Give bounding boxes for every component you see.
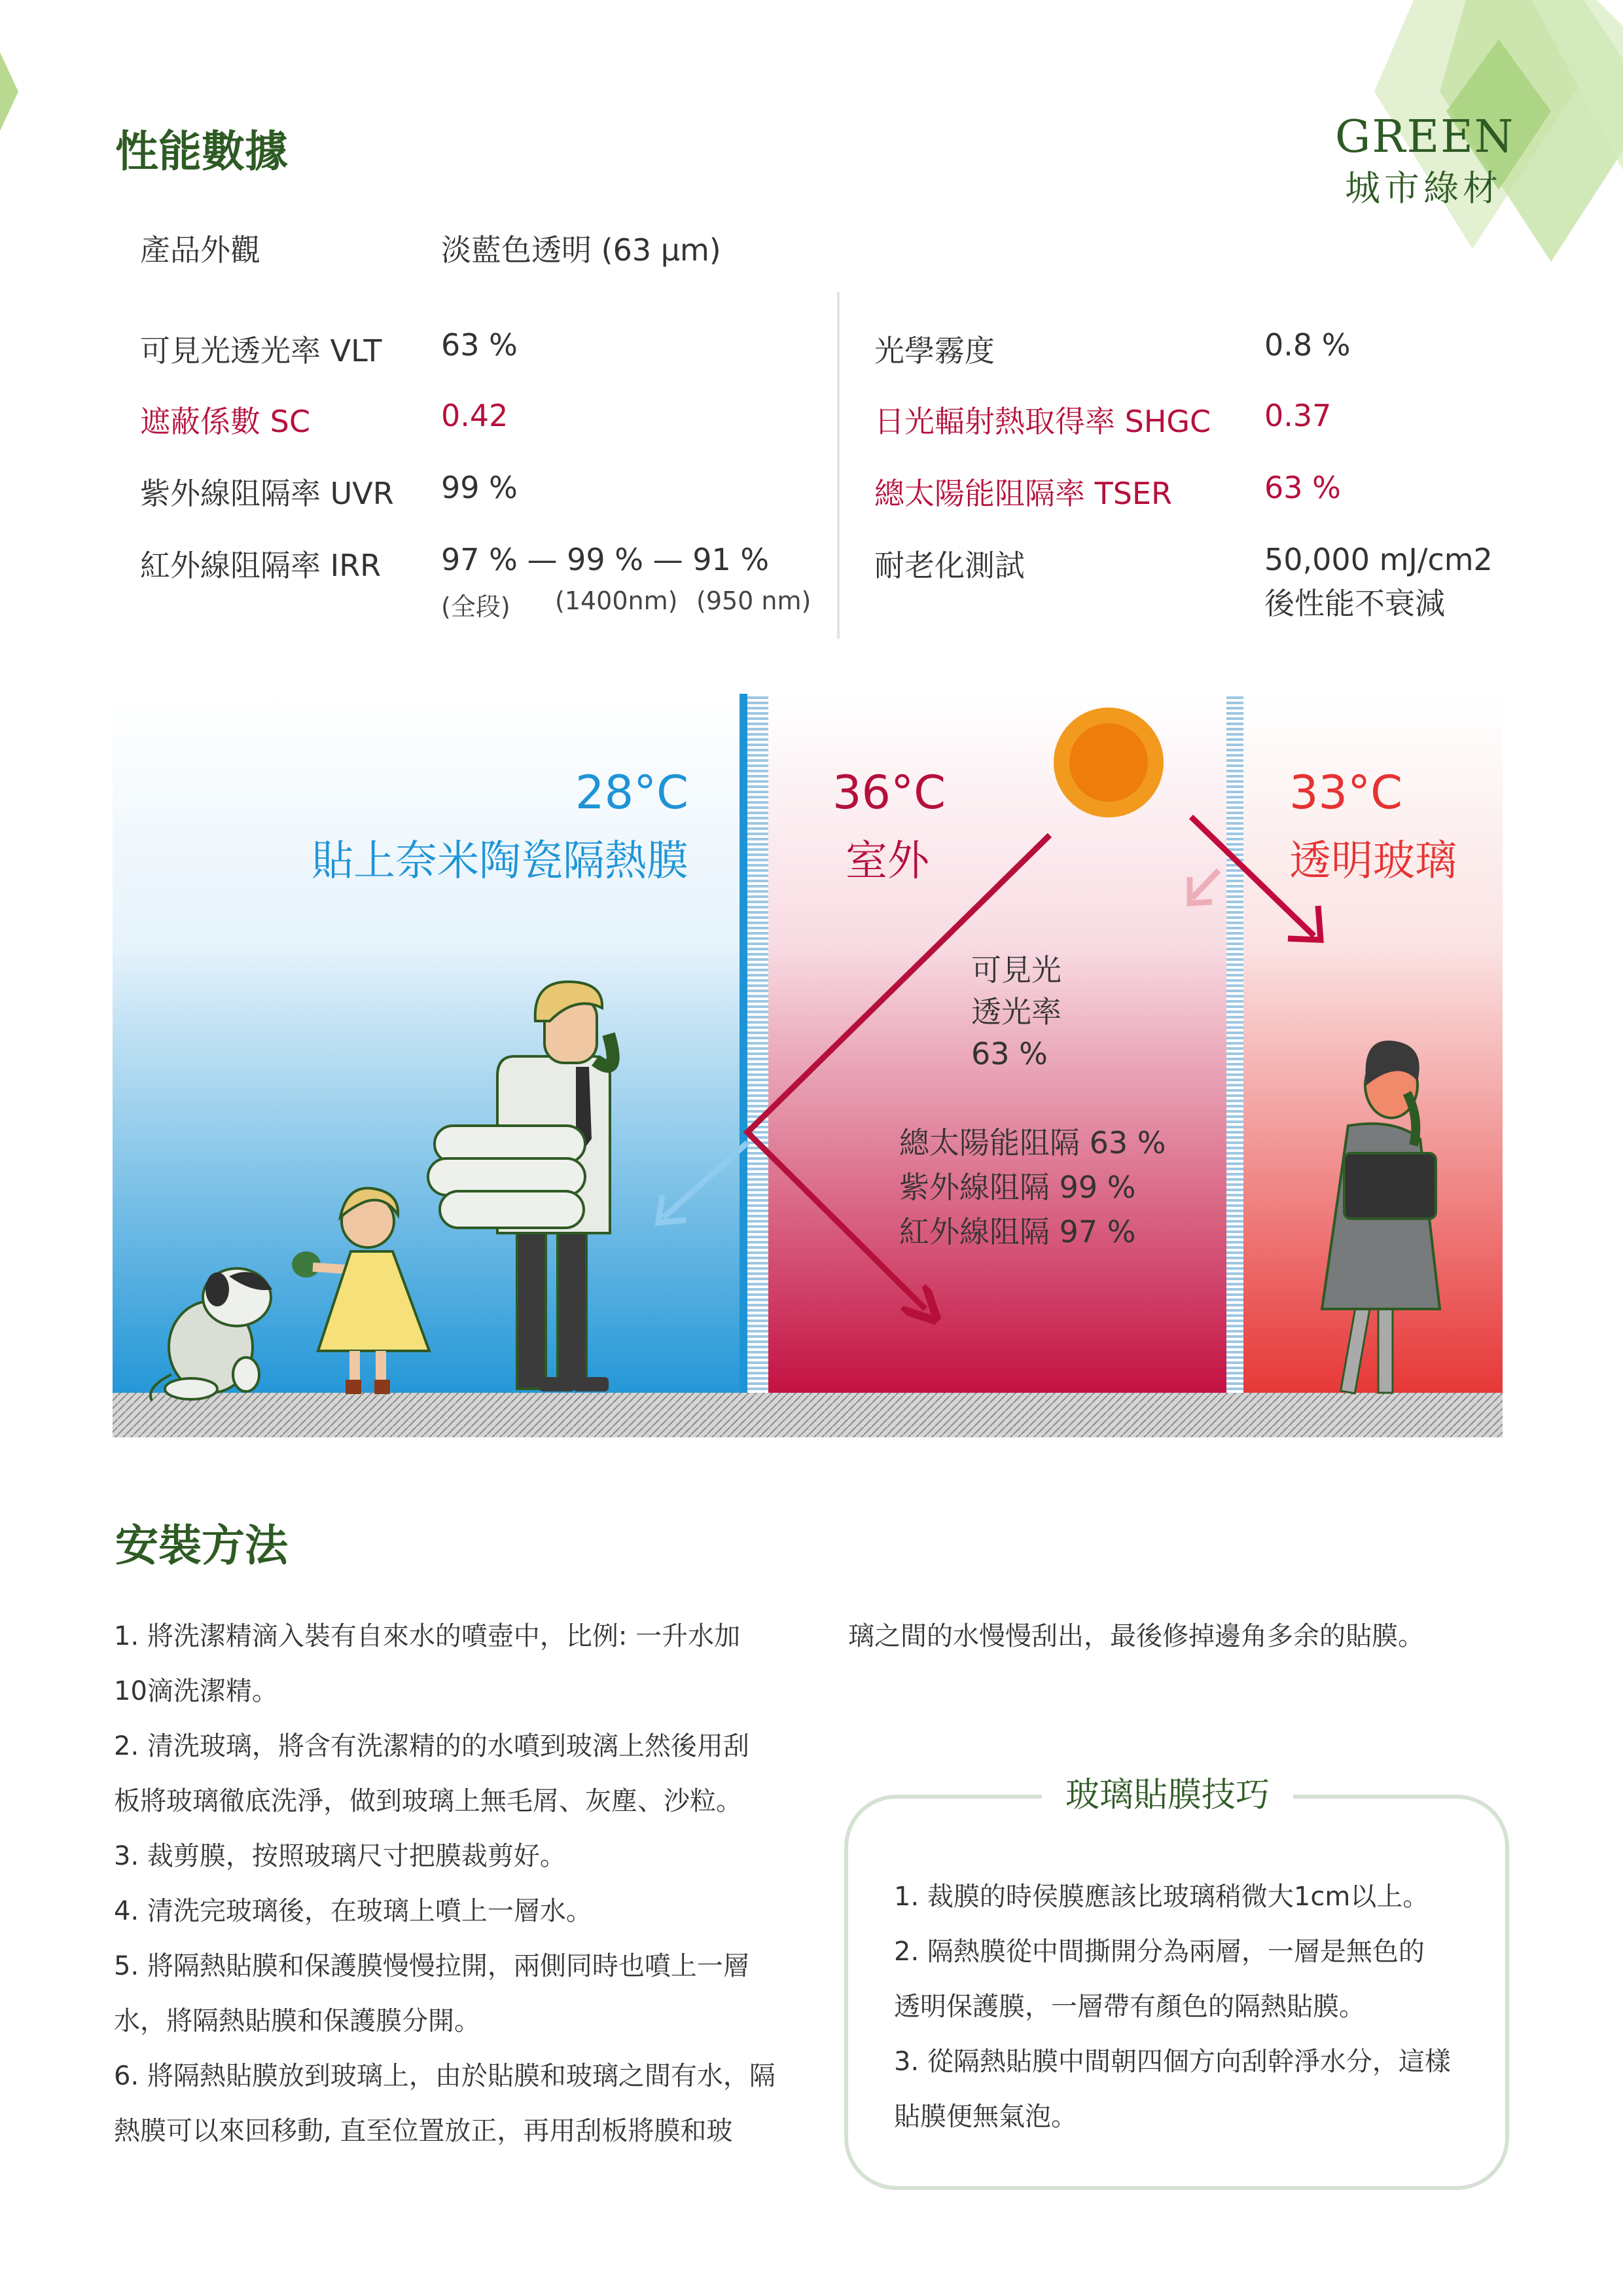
tip-line-4: 3. 從隔熱貼膜中間朝四個方向刮幹淨水分，這樣 (894, 2047, 1451, 2077)
tip-line-1: 1. 裁膜的時侯膜應該比玻璃稍微大1cm以上。 (894, 1882, 1429, 1912)
install-line-7: 5. 將隔熱貼膜和保護膜慢慢拉開，兩側同時也噴上一層 (114, 1951, 749, 1981)
install-line-2: 10滴洗潔精。 (114, 1676, 278, 1706)
spec-label-haze: 光學霧度 (874, 333, 995, 368)
spec-label-shgc: 日光輻射熱取得率 SHGC (874, 404, 1211, 439)
vlt-line-3: 63 % (971, 1036, 1048, 1071)
install-title: 安裝方法 (115, 1520, 288, 1571)
install-line-1: 1. 將洗潔精滴入裝有自來水的噴壺中，比例: 一升水加 (114, 1621, 741, 1651)
logo-wordmark: GREEN (1335, 111, 1515, 163)
install-line-4: 板將玻璃徹底洗淨，做到玻璃上無毛屑、灰塵、沙粒。 (114, 1786, 742, 1816)
spec-value-haze: 0.8 % (1264, 327, 1351, 363)
spec-value-aging-2: 後性能不衰減 (1264, 586, 1445, 621)
clear-glass-pane (1226, 694, 1243, 1408)
film-layer (740, 694, 747, 1408)
tip-line-2: 2. 隔熱膜從中間撕開分為兩層，一層是無色的 (894, 1937, 1425, 1967)
install-line-3: 2. 清洗玻璃，將含有洗潔精的的水噴到玻漓上然後用刮 (114, 1731, 749, 1761)
appearance-value: 淡藍色透明 (63 µm) (441, 232, 721, 268)
spec-label-irr: 紅外線阻隔率 IRR (140, 548, 382, 583)
performance-title: 性能數據 (115, 126, 288, 177)
film-temp: 28°C (575, 766, 688, 819)
corner-diamond-left (0, 39, 26, 131)
film-rolls-icon (428, 1126, 585, 1228)
install-line-continued: 璃之間的水慢慢刮出，最後修掉邊角多余的貼膜。 (848, 1621, 1424, 1651)
tip-line-3: 透明保護膜，一層帶有顏色的隔熱貼膜。 (894, 1992, 1365, 2022)
spec-value-sc: 0.42 (441, 398, 508, 433)
install-line-9: 6. 將隔熱貼膜放到玻璃上，由於貼膜和玻璃之間有水，隔 (114, 2061, 776, 2091)
appearance-label: 產品外觀 (140, 232, 260, 268)
glass-temp: 33°C (1289, 766, 1402, 819)
tips-title: 玻璃貼膜技巧 (1042, 1767, 1293, 1816)
block-line-tser: 總太陽能阻隔 63 % (899, 1125, 1166, 1160)
install-line-5: 3. 裁剪膜，按照玻璃尺寸把膜裁剪好。 (114, 1841, 566, 1871)
vlt-line-1: 可見光 (971, 952, 1061, 988)
spec-label-tser: 總太陽能阻隔率 TSER (874, 476, 1172, 511)
brand-logo (1335, 111, 1515, 211)
outdoor-temp: 36°C (832, 766, 946, 819)
spec-label-sc: 遮蔽係數 SC (140, 404, 310, 439)
install-line-10: 熱膜可以來回移動, 直至位置放正，再用刮板將膜和玻 (114, 2116, 733, 2146)
spec-value-shgc: 0.37 (1264, 398, 1332, 433)
spec-value-irr: 97 % — 99 % — 91 % (441, 542, 770, 577)
block-line-ir: 紅外線阻隔 97 % (899, 1214, 1136, 1249)
logo-chinese: 城市綠材 (1345, 168, 1502, 209)
outdoor-label: 室外 (846, 837, 929, 886)
irr-sub-1400: (1400nm) (555, 586, 678, 615)
floor (113, 1393, 1503, 1437)
tip-line-5: 貼膜便無氣泡。 (894, 2102, 1077, 2132)
block-line-uv: 紫外線阻隔 99 % (899, 1170, 1136, 1205)
spec-divider (837, 292, 840, 639)
irr-sub-full: (全段) (441, 592, 510, 621)
vlt-line-2: 透光率 (971, 994, 1061, 1030)
install-line-8: 水，將隔熱貼膜和保護膜分開。 (114, 2006, 480, 2036)
spec-value-vlt: 63 % (441, 327, 518, 363)
block-annotation (899, 1121, 1166, 1254)
spec-label-vlt: 可見光透光率 VLT (140, 333, 382, 368)
irr-sub-950: (950 nm) (696, 586, 812, 615)
spec-value-uvr: 99 % (441, 470, 518, 505)
spec-value-tser: 63 % (1264, 470, 1341, 505)
spec-value-aging-1: 50,000 mJ/cm2 (1264, 542, 1493, 577)
film-label: 貼上奈米陶瓷隔熱膜 (312, 837, 688, 886)
install-line-6: 4. 清洗完玻璃後，在玻璃上噴上一層水。 (114, 1896, 592, 1926)
vlt-annotation (971, 949, 1061, 1075)
glass-label: 透明玻璃 (1289, 837, 1457, 886)
spec-label-aging: 耐老化測試 (874, 548, 1025, 583)
sun-icon (1054, 708, 1164, 817)
spec-label-uvr: 紫外線阻隔率 UVR (140, 476, 394, 511)
